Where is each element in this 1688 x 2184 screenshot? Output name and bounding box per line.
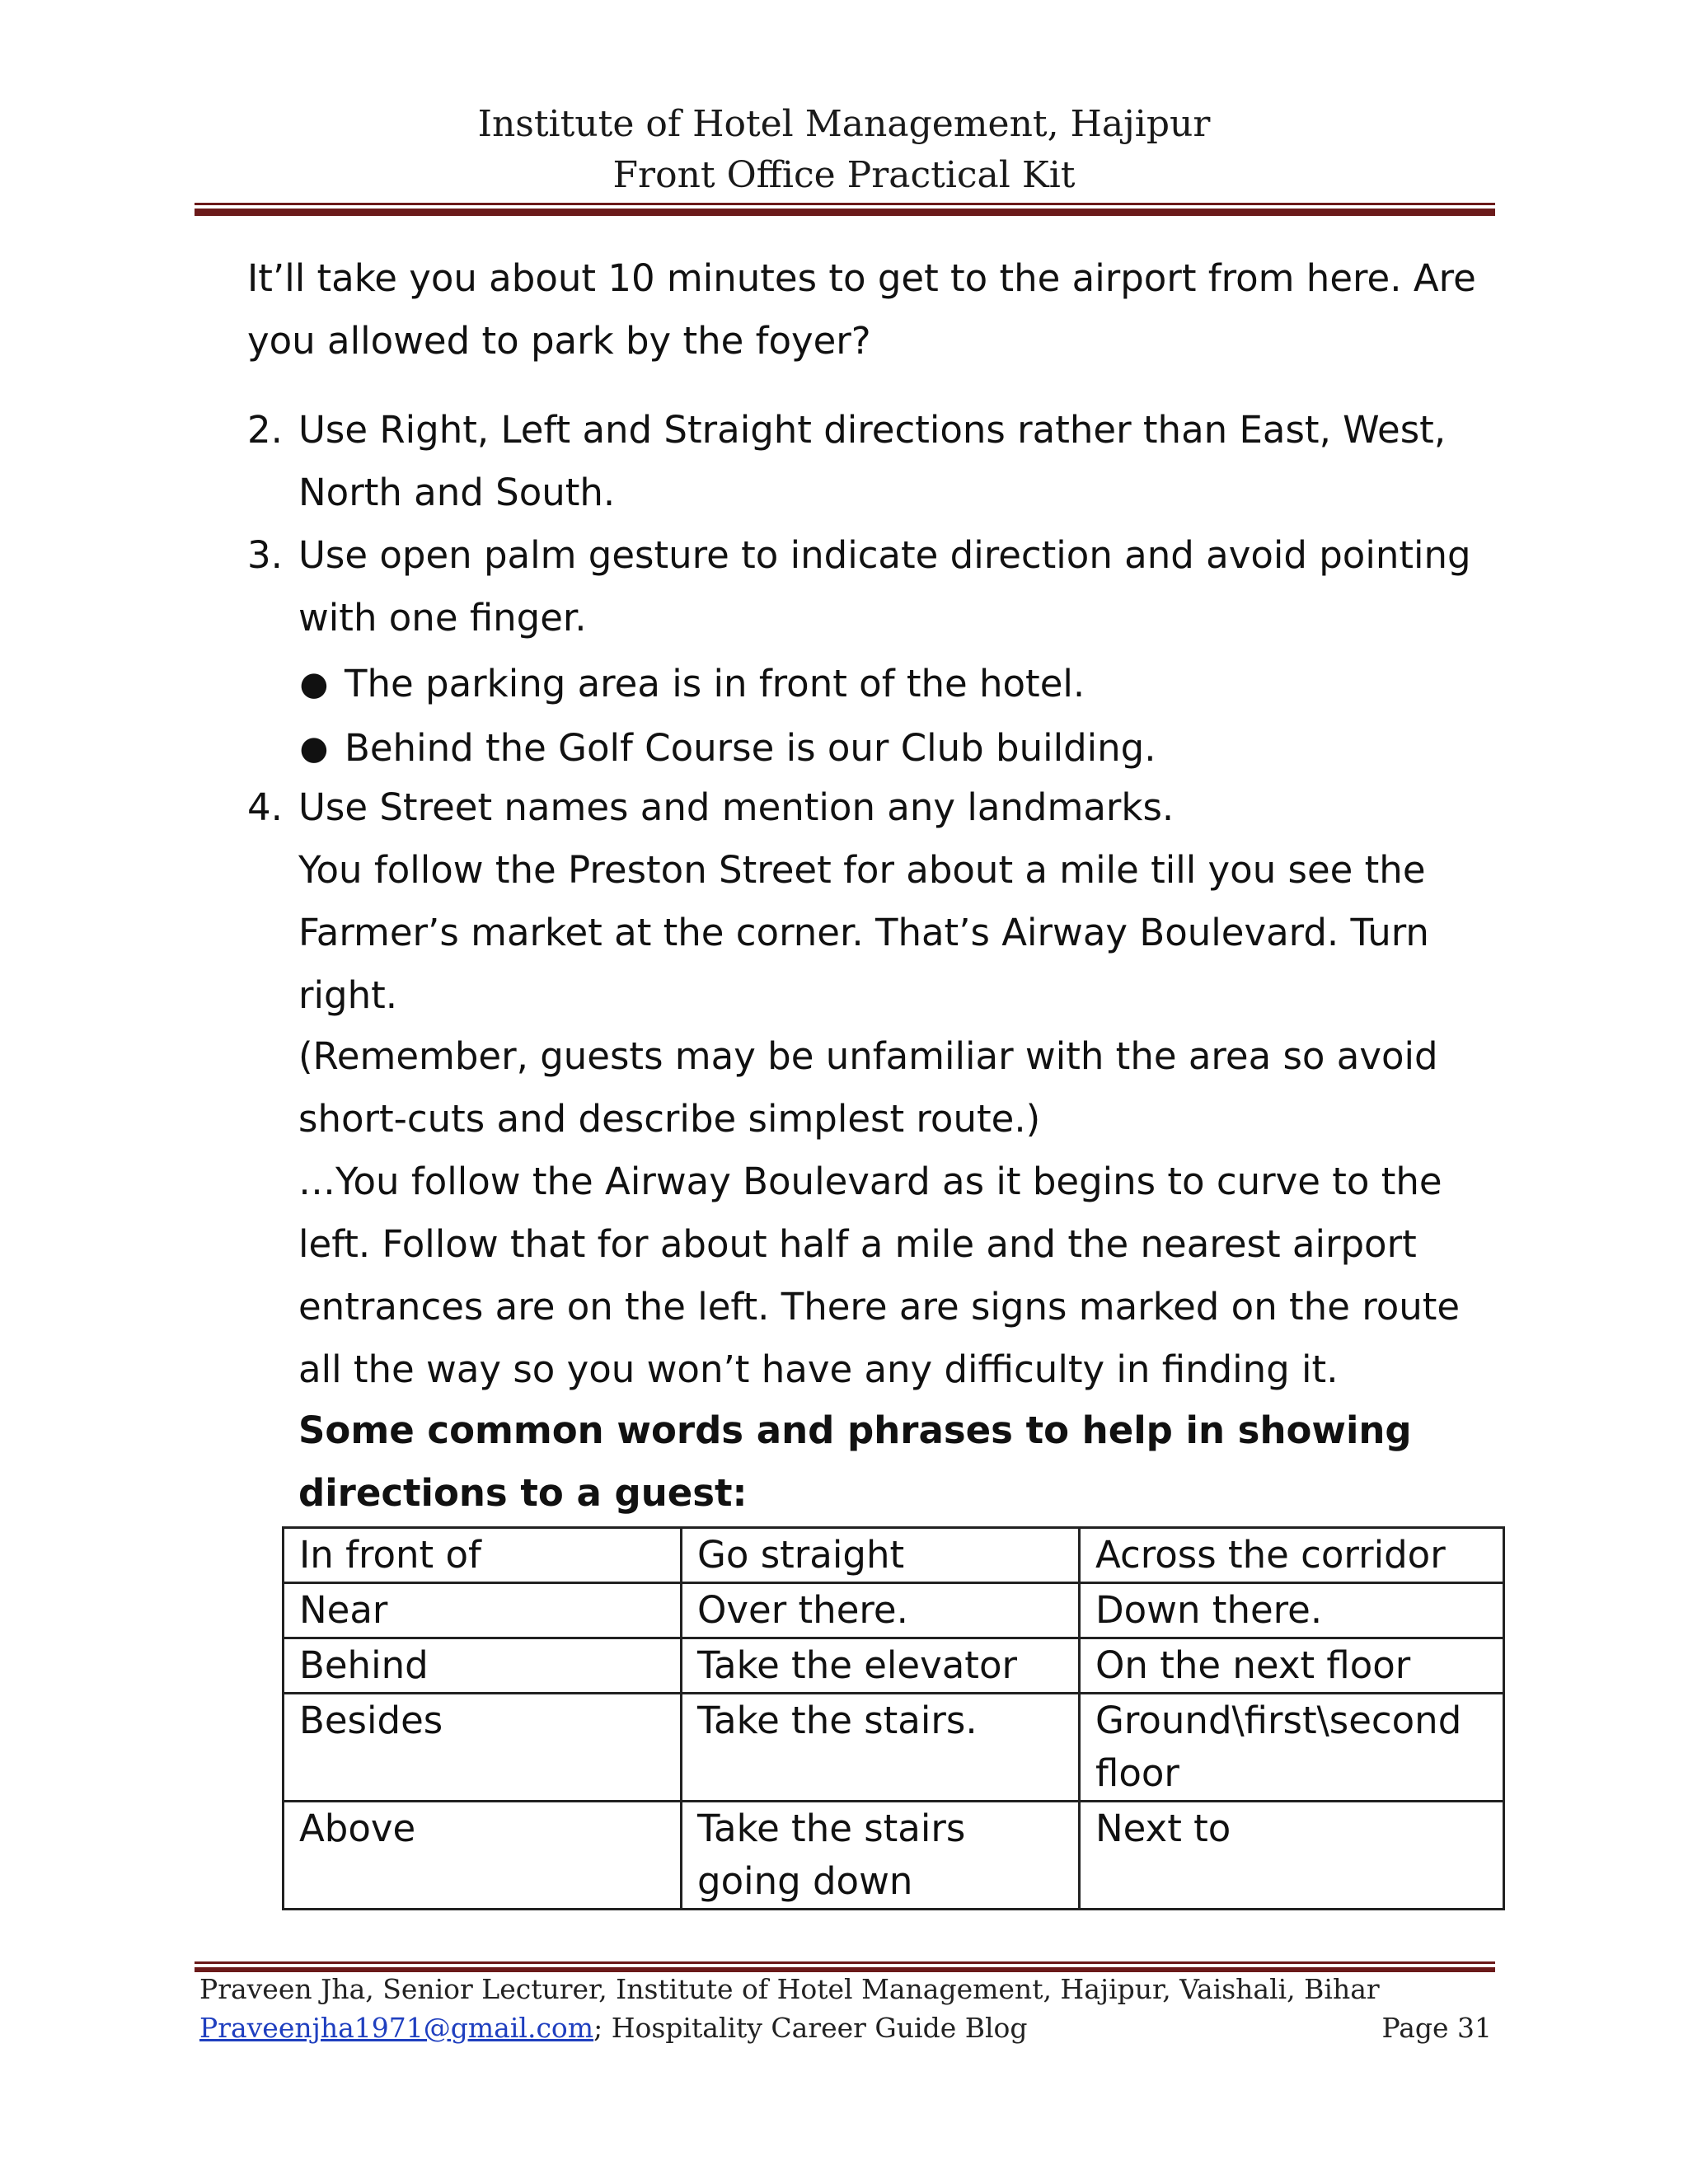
table-row	[284, 1638, 1504, 1694]
table-cell: In front of	[284, 1528, 682, 1583]
table-cell: Take the stairs going down	[682, 1802, 1080, 1910]
page-footer	[199, 1970, 1495, 2047]
bullet-icon: ●	[299, 729, 329, 767]
footer-blog: ; Hospitality Career Guide Blog	[593, 2012, 1028, 2044]
footer-author: Praveen Jha, Senior Lecturer, Institute of Hotel Management, Hajipur, Vaishali, Bihar	[199, 1973, 1380, 2005]
table-row	[284, 1583, 1504, 1638]
list-text: Use Right, Left and Straight directions rather than East, West, North and South.	[298, 408, 1447, 514]
list-text: Use Street names and mention any landmarks.	[298, 785, 1175, 829]
phrases-table	[282, 1526, 1505, 1910]
email-link[interactable]: Praveenjha1971@gmail.com	[199, 2012, 594, 2044]
table-cell: Near	[284, 1583, 682, 1638]
table-cell: Above	[284, 1802, 682, 1910]
table-cell: Take the elevator	[682, 1638, 1080, 1694]
bullet-icon: ●	[299, 665, 329, 703]
list-number: 3.	[247, 533, 283, 577]
table-cell: Over there.	[682, 1583, 1080, 1638]
page-header	[0, 99, 1688, 201]
bullet-text: The parking area is in front of the hotel.	[345, 662, 1085, 705]
table-cell: Go straight	[682, 1528, 1080, 1583]
table-cell: On the next floor	[1080, 1638, 1504, 1694]
table-cell: Behind	[284, 1638, 682, 1694]
table-cell: Take the stairs.	[682, 1694, 1080, 1802]
list-text: Use open palm gesture to indicate direction and avoid pointing with one finger.	[298, 533, 1471, 640]
table-row	[284, 1528, 1504, 1583]
bullet-text: Behind the Golf Course is our Club building.	[345, 726, 1156, 770]
header-title: Front Office Practical Kit	[612, 154, 1076, 196]
list-number: 4.	[247, 785, 283, 829]
table-cell: Besides	[284, 1694, 682, 1802]
intro-paragraph: It’ll take you about 10 minutes to get to the airport from here. Are you allowed to park by the foyer?	[247, 256, 1476, 363]
table-row	[284, 1802, 1504, 1910]
footer-contact	[199, 2008, 1495, 2047]
directions-paragraph-2: (Remember, guests may be unfamiliar with the area so avoid short-cuts and describe simplest route.)	[298, 1034, 1438, 1141]
list-number: 2.	[247, 408, 283, 452]
table-cell: Across the corridor	[1080, 1528, 1504, 1583]
table-cell: Down there.	[1080, 1583, 1504, 1638]
header-rule-thick	[195, 209, 1495, 216]
phrases-heading: Some common words and phrases to help in showing directions to a guest:	[298, 1408, 1412, 1515]
directions-paragraph-1: You follow the Preston Street for about a mile till you see the Farmer’s market at the corner. That’s Airway Boulevard. Turn right.	[298, 848, 1429, 1017]
header-institute: Institute of Hotel Management, Hajipur	[477, 103, 1211, 145]
table-row	[284, 1694, 1504, 1802]
table-cell: Next to	[1080, 1802, 1504, 1910]
directions-paragraph-3: …You follow the Airway Boulevard as it begins to curve to the left. Follow that for about half a mile and the nearest airport entrances are on the left. There are signs marked on the route all the way so you won’t have any difficulty in finding it.	[298, 1160, 1461, 1391]
footer-rule-thin	[195, 1961, 1495, 1964]
table-cell: Ground\first\second floor	[1080, 1694, 1504, 1802]
header-rule-thin	[195, 203, 1495, 205]
page-number: Page 31	[1381, 2012, 1492, 2044]
